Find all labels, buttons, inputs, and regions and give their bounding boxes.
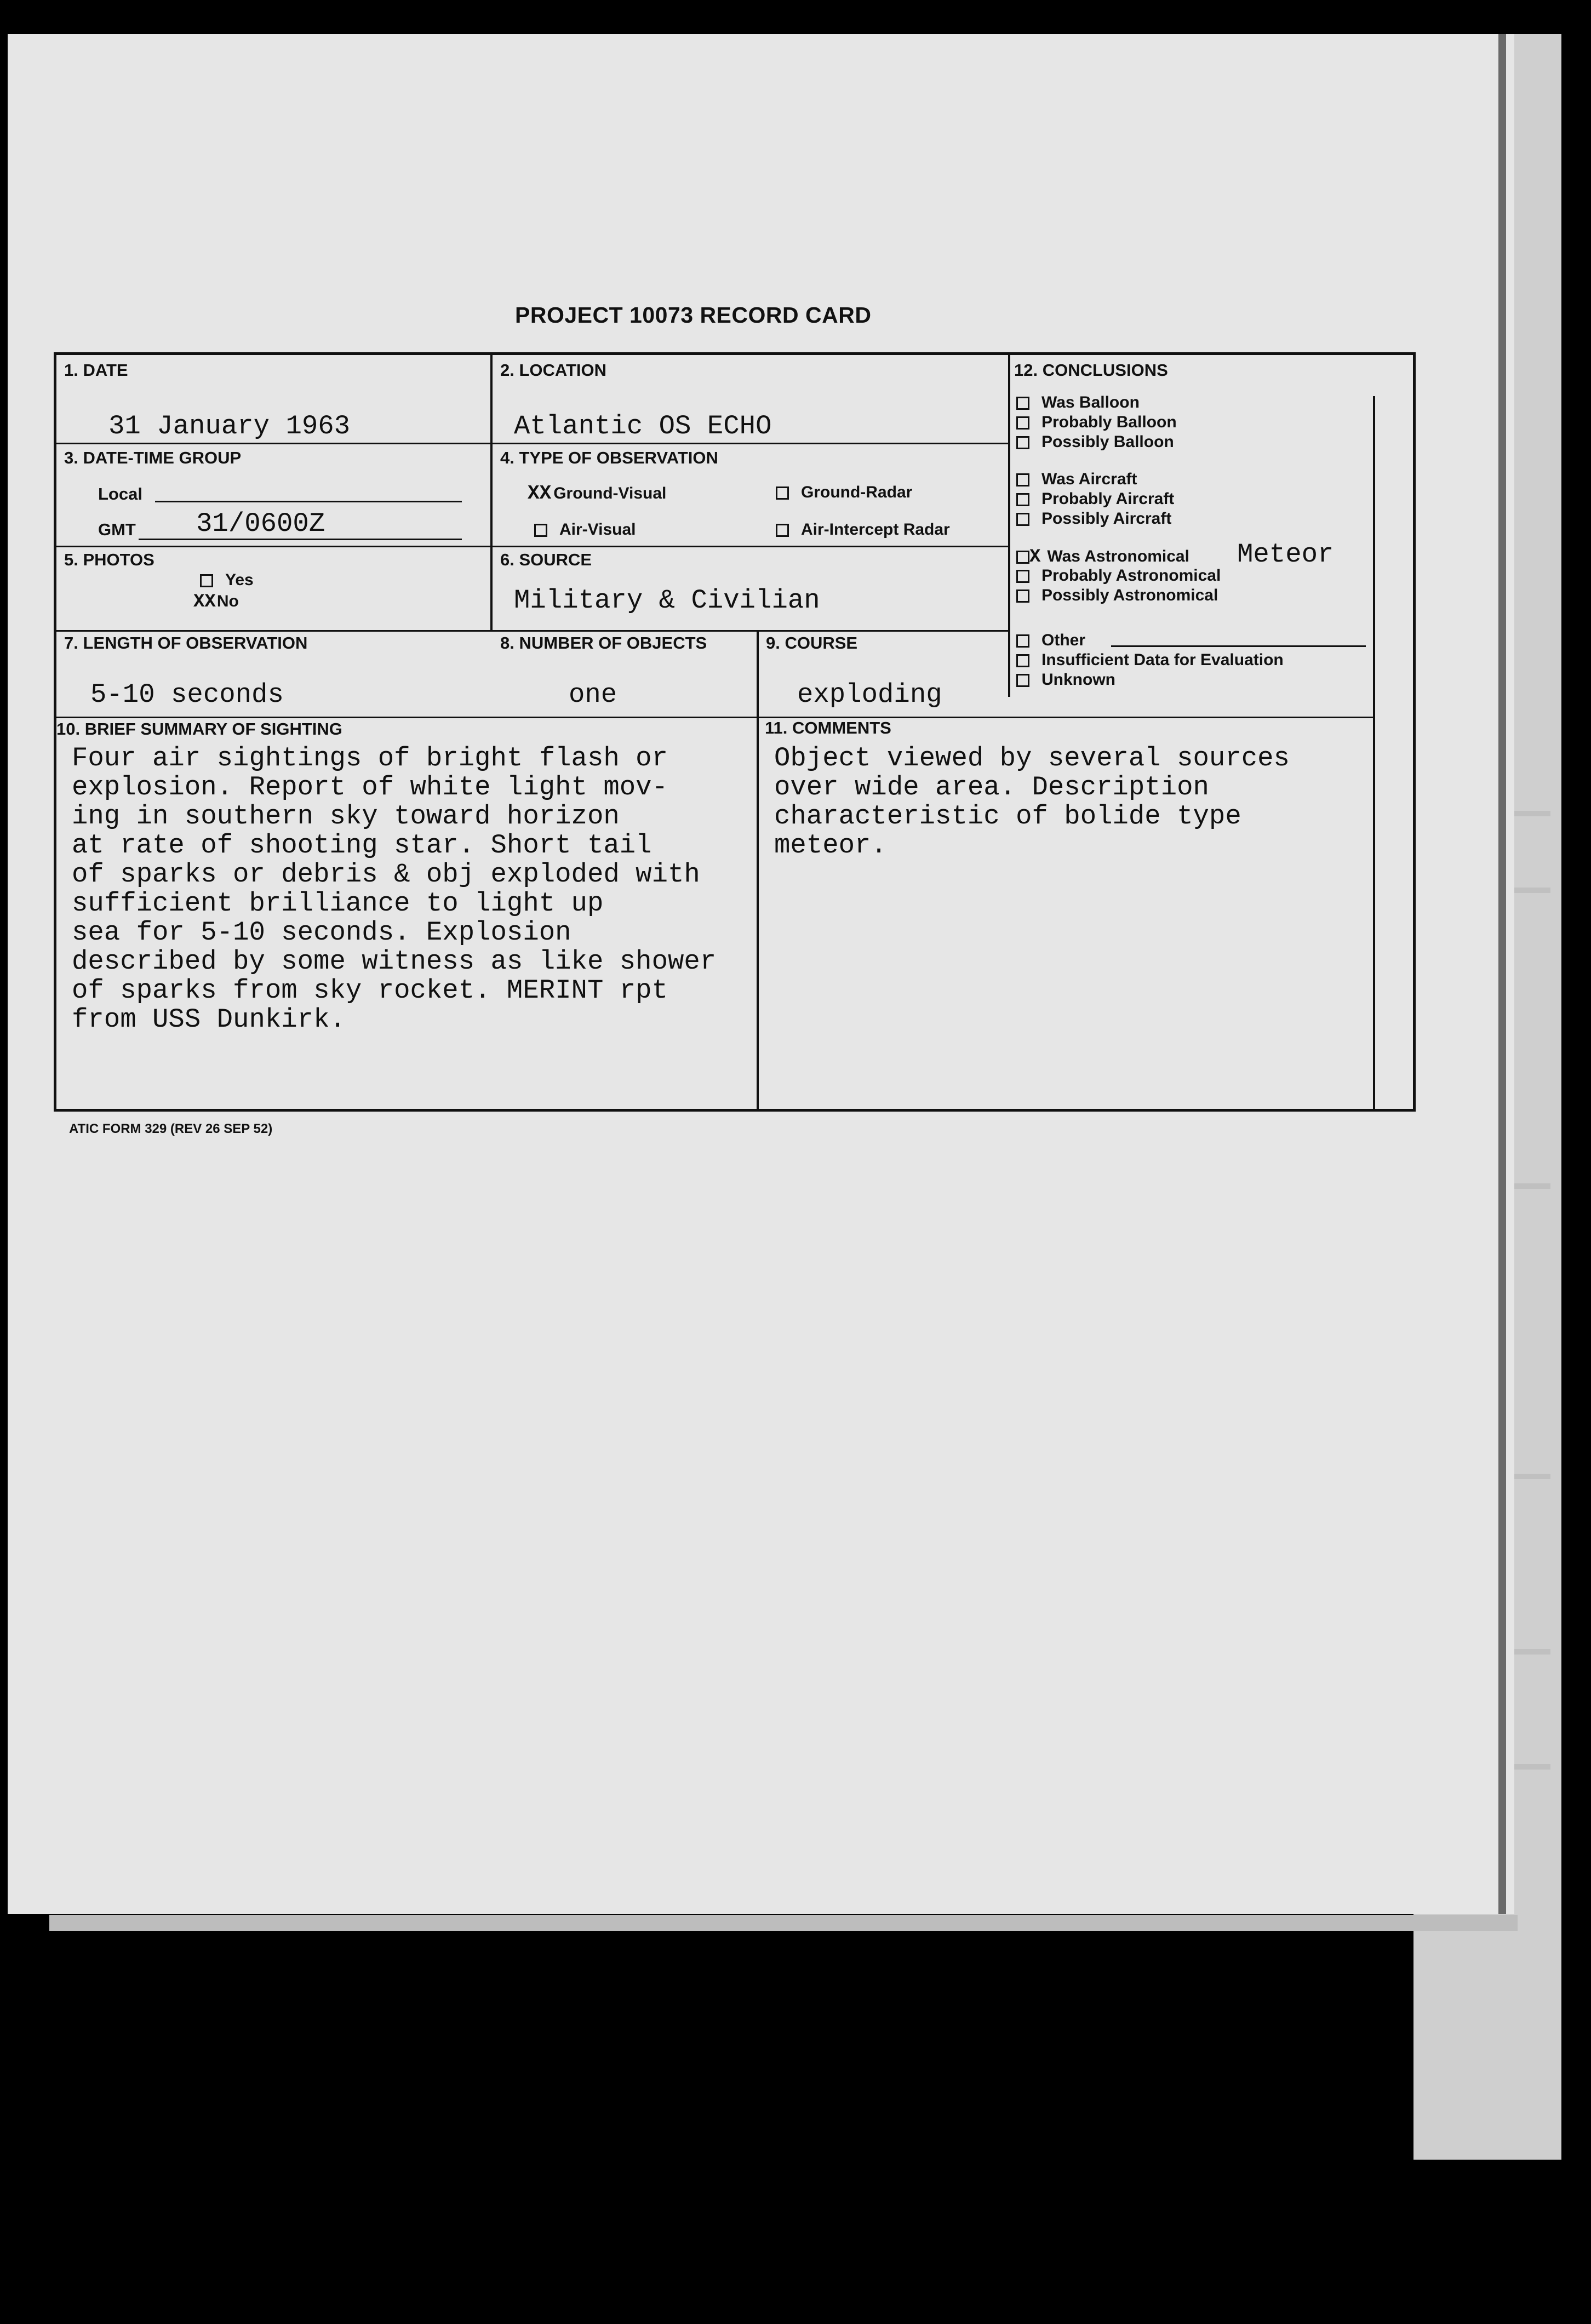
location-label: 2. LOCATION — [500, 360, 607, 380]
date-label: 1. DATE — [64, 360, 128, 380]
conclusion-text: Other — [1041, 631, 1086, 649]
location-value: Atlantic OS ECHO — [514, 411, 772, 442]
comments-line: meteor. — [774, 830, 887, 861]
comments-label: 11. COMMENTS — [765, 718, 891, 737]
conclusion-unknown — [1016, 671, 1115, 689]
air-visual-option — [534, 520, 636, 539]
local-label: Local — [98, 484, 142, 503]
conclusion-text: Probably Aircraft — [1041, 490, 1175, 508]
summary-line: ing in southern sky toward horizon — [72, 801, 620, 832]
air-intercept-radar-text: Air-Intercept Radar — [801, 520, 950, 539]
conclusion-other — [1016, 631, 1085, 650]
astronomical-check-mark: X — [1029, 547, 1041, 568]
conclusion-text: Was Astronomical — [1047, 547, 1189, 565]
summary-line: from USS Dunkirk. — [72, 1004, 346, 1035]
grid-line — [56, 630, 1008, 632]
brief-summary-text — [72, 744, 716, 1034]
length-of-observation-value: 5-10 seconds — [90, 679, 284, 710]
summary-line: sea for 5-10 seconds. Explosion — [72, 917, 571, 948]
comments-line: Object viewed by several sources — [774, 743, 1290, 774]
summary-line: of sparks or debris & obj exploded with — [72, 859, 700, 890]
gmt-label: GMT — [98, 520, 136, 539]
conclusion-possibly-aircraft — [1016, 510, 1171, 528]
photos-yes-option — [200, 571, 254, 589]
conclusion-text: Was Aircraft — [1041, 470, 1137, 488]
course-label: 9. COURSE — [766, 633, 858, 652]
card-title: PROJECT 10073 RECORD CARD — [515, 302, 872, 328]
photos-yes-checkbox — [200, 574, 213, 587]
conclusion-insufficient-data — [1016, 651, 1284, 669]
conclusion-checkbox — [1016, 570, 1029, 583]
conclusion-possibly-balloon — [1016, 433, 1174, 451]
brief-summary-label: 10. BRIEF SUMMARY OF SIGHTING — [56, 719, 342, 739]
ground-radar-option — [776, 483, 912, 502]
photos-no-option — [193, 592, 239, 613]
source-label: 6. SOURCE — [500, 550, 592, 569]
conclusion-probably-astronomical — [1016, 566, 1221, 585]
conclusion-text: Insufficient Data for Evaluation — [1041, 651, 1284, 669]
conclusion-checkbox — [1016, 654, 1029, 667]
air-intercept-radar-option — [776, 520, 950, 539]
summary-line: at rate of shooting star. Short tail — [72, 830, 652, 861]
ground-visual-option — [528, 482, 666, 505]
course-value: exploding — [797, 679, 942, 710]
number-of-objects-label: 8. NUMBER OF OBJECTS — [500, 633, 707, 652]
conclusion-text: Possibly Balloon — [1041, 433, 1174, 451]
summary-line: sufficient brilliance to light up — [72, 888, 604, 919]
conclusion-was-astronomical — [1016, 547, 1189, 568]
summary-line: of sparks from sky rocket. MERINT rpt — [72, 975, 668, 1006]
grid-line — [757, 630, 759, 717]
comments-text — [774, 744, 1290, 860]
conclusion-probably-balloon — [1016, 413, 1177, 432]
summary-line: Four air sightings of bright flash or — [72, 743, 668, 774]
photos-label: 5. PHOTOS — [64, 550, 154, 569]
number-of-objects-value: one — [569, 679, 617, 710]
photos-no-text: No — [216, 592, 239, 610]
record-card-form — [54, 352, 1416, 1112]
conclusion-was-aircraft — [1016, 470, 1137, 489]
ground-radar-text: Ground-Radar — [801, 483, 913, 501]
conclusion-checkbox — [1016, 397, 1029, 410]
grid-line — [56, 546, 1008, 547]
conclusion-checkbox — [1016, 551, 1029, 564]
type-of-observation-label: 4. TYPE OF OBSERVATION — [500, 448, 718, 467]
date-value: 31 January 1963 — [108, 411, 351, 442]
conclusion-text: Unknown — [1041, 671, 1115, 689]
air-visual-checkbox — [534, 524, 547, 537]
gmt-value: 31/0600Z — [196, 508, 325, 539]
comments-line: over wide area. Description — [774, 772, 1209, 803]
conclusion-checkbox — [1016, 589, 1029, 603]
date-time-group-label: 3. DATE-TIME GROUP — [64, 448, 242, 467]
conclusion-text: Possibly Astronomical — [1041, 586, 1218, 604]
conclusion-checkbox — [1016, 674, 1029, 687]
ground-radar-checkbox — [776, 486, 789, 500]
grid-line — [1373, 396, 1375, 1110]
grid-line — [490, 355, 493, 632]
astronomical-note: Meteor — [1237, 539, 1334, 570]
sheet-shadow — [49, 1915, 1518, 1931]
conclusion-checkbox — [1016, 473, 1029, 486]
conclusion-checkbox — [1016, 416, 1029, 430]
grid-line — [56, 443, 1008, 444]
photos-no-check-mark: XX — [193, 592, 216, 613]
comments-line: characteristic of bolide type — [774, 801, 1241, 832]
conclusion-possibly-astronomical — [1016, 586, 1218, 605]
grid-line — [56, 717, 1373, 718]
conclusions-label: 12. CONCLUSIONS — [1014, 360, 1168, 380]
summary-line: described by some witness as like shower — [72, 946, 717, 977]
conclusion-text: Possibly Aircraft — [1041, 510, 1172, 528]
ground-visual-text: Ground-Visual — [553, 484, 667, 502]
air-intercept-radar-checkbox — [776, 524, 789, 537]
other-line — [1111, 645, 1366, 647]
conclusion-checkbox — [1016, 513, 1029, 526]
local-time-line — [155, 501, 462, 502]
photos-yes-text: Yes — [225, 571, 254, 589]
conclusion-checkbox — [1016, 493, 1029, 506]
sheet-edge — [1498, 34, 1506, 1914]
conclusion-checkbox — [1016, 436, 1029, 449]
conclusion-was-balloon — [1016, 393, 1140, 412]
form-number-footer: ATIC FORM 329 (REV 26 SEP 52) — [69, 1121, 273, 1136]
summary-line: explosion. Report of white light mov- — [72, 772, 668, 803]
grid-line — [1008, 355, 1010, 697]
air-visual-text: Air-Visual — [559, 520, 636, 539]
conclusion-probably-aircraft — [1016, 490, 1174, 508]
conclusion-checkbox — [1016, 634, 1029, 648]
conclusion-text: Probably Astronomical — [1041, 566, 1221, 585]
length-of-observation-label: 7. LENGTH OF OBSERVATION — [64, 633, 308, 652]
source-value: Military & Civilian — [514, 585, 820, 616]
conclusion-text: Was Balloon — [1041, 393, 1140, 411]
ground-visual-check-mark: XX — [528, 482, 552, 505]
conclusion-text: Probably Balloon — [1041, 413, 1177, 431]
